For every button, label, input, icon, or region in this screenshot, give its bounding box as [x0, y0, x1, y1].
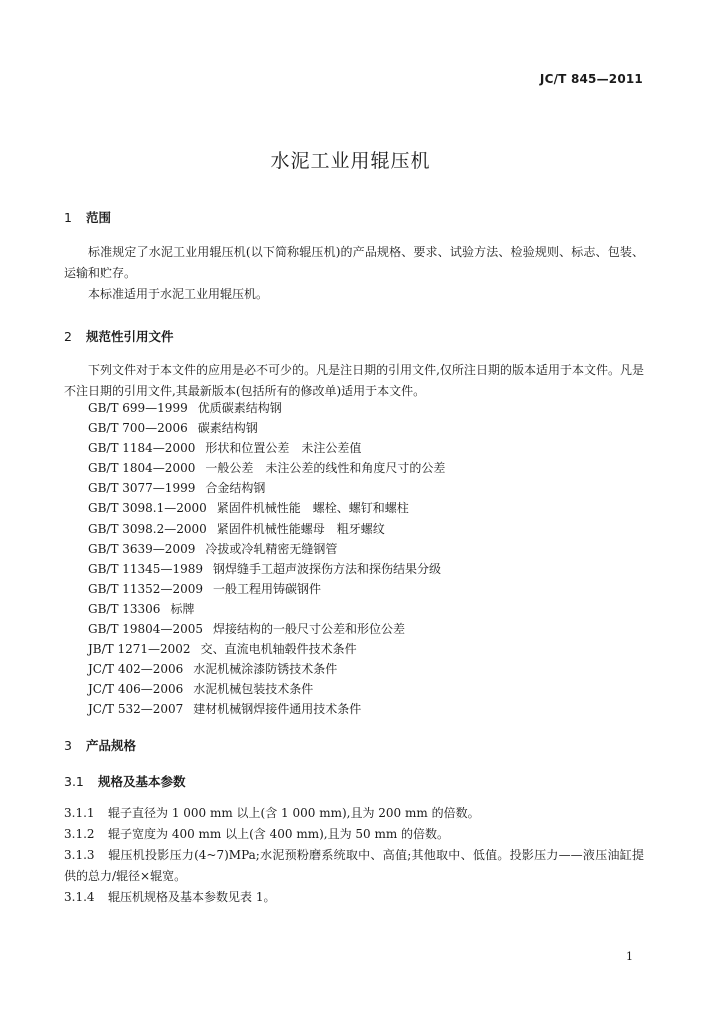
- clause-number: 3.1.1: [64, 806, 95, 820]
- clause-number: 3.1.3: [64, 848, 95, 862]
- clause-number: 3.1.4: [64, 890, 95, 904]
- clause-text: 辊子宽度为 400 mm 以上(含 400 mm),且为 50 mm 的倍数。: [108, 827, 450, 841]
- reference-item: [88, 579, 445, 599]
- reference-item: [88, 398, 445, 418]
- reference-name: 建材机械钢焊接件通用技术条件: [193, 702, 362, 717]
- reference-name: 钢焊缝手工超声波探伤方法和探伤结果分级: [212, 561, 441, 576]
- reference-code: JB/T 1271—2002: [88, 642, 191, 657]
- scope-paragraph-2: 本标准适用于水泥工业用辊压机。: [88, 287, 269, 301]
- reference-code: GB/T 11352—2009: [88, 581, 203, 596]
- reference-item: [88, 519, 445, 539]
- reference-code: GB/T 13306: [88, 601, 161, 616]
- reference-item: [88, 438, 445, 458]
- subsection-heading-3-1: [64, 772, 186, 790]
- reference-name: 优质碳素结构钢: [197, 401, 282, 415]
- section-title: 产品规格: [86, 738, 137, 753]
- reference-name: 一般公差 未注公差的线性和角度尺寸的公差: [205, 461, 446, 476]
- reference-code: GB/T 3098.2—2000: [88, 521, 207, 536]
- reference-item: [88, 639, 445, 659]
- reference-name: 形状和位置公差 未注公差值: [205, 441, 362, 456]
- reference-code: GB/T 11345—1989: [88, 561, 203, 576]
- reference-item: [88, 498, 445, 518]
- reference-name: 焊接结构的一般尺寸公差和形位公差: [212, 622, 405, 637]
- clause-text: 辊压机规格及基本参数见表 1。: [108, 890, 276, 904]
- reference-code: GB/T 19804—2005: [88, 622, 203, 637]
- reference-item: [88, 559, 445, 579]
- subsection-number: 3.1: [64, 774, 84, 789]
- reference-item: [88, 478, 445, 498]
- reference-code: GB/T 1804—2000: [88, 461, 196, 476]
- clause-3-1-1: [64, 803, 644, 824]
- normative-intro: 下列文件对于本文件的应用是必不可少的。凡是注日期的引用文件,仅所注日期的版本适用于本文件。凡是不注日期的引用文件,其最新版本(包括所有的修改单)适用于本文件。: [64, 363, 644, 398]
- clause-text: 辊压机投影压力(4~7)MPa;水泥预粉磨系统取中、高值;其他取中、低值。投影压力——液压油缸提供的总力/辊径×辊宽。: [64, 848, 644, 883]
- reference-list: [88, 398, 445, 720]
- reference-code: GB/T 3639—2009: [88, 541, 196, 556]
- clause-3-1-2: [64, 824, 644, 845]
- clause-3-1-3: [64, 845, 644, 887]
- document-title: 水泥工业用辊压机: [270, 150, 431, 172]
- reference-name: 紧固件机械性能螺母 粗牙螺纹: [216, 521, 385, 536]
- reference-name: 水泥机械包装技术条件: [193, 682, 314, 697]
- standard-code: JC/T 845—2011: [539, 72, 643, 86]
- section-heading-scope: [64, 208, 111, 226]
- clause-text: 辊子直径为 1 000 mm 以上(含 1 000 mm),且为 200 mm 的倍数。: [108, 806, 480, 820]
- section-heading-spec: [64, 736, 136, 754]
- reference-name: 冷拔或冷轧精密无缝钢管: [205, 541, 338, 556]
- reference-item: [88, 418, 445, 438]
- clause-3-1-4: [64, 887, 644, 908]
- reference-code: GB/T 699—1999: [88, 401, 188, 415]
- reference-code: JC/T 402—2006: [88, 662, 184, 677]
- reference-name: 碳素结构钢: [197, 421, 258, 436]
- section-title: 范围: [86, 210, 112, 225]
- reference-item: [88, 659, 445, 679]
- reference-item: [88, 679, 445, 699]
- reference-item: [88, 599, 445, 619]
- subsection-title: 规格及基本参数: [98, 774, 186, 789]
- section-number: 2: [64, 329, 72, 344]
- reference-code: GB/T 1184—2000: [88, 441, 196, 456]
- reference-name: 紧固件机械性能 螺栓、螺钉和螺柱: [216, 501, 409, 516]
- reference-code: JC/T 532—2007: [88, 702, 184, 717]
- scope-paragraph-1: 标准规定了水泥工业用辊压机(以下简称辊压机)的产品规格、要求、试验方法、检验规则、标志、包装、运输和贮存。: [64, 245, 644, 280]
- section-title: 规范性引用文件: [86, 329, 174, 344]
- reference-item: [88, 699, 445, 719]
- reference-item: [88, 619, 445, 639]
- section-number: 3: [64, 738, 72, 753]
- reference-name: 合金结构钢: [205, 481, 266, 496]
- reference-code: JC/T 406—2006: [88, 682, 184, 697]
- reference-item: [88, 539, 445, 559]
- section-heading-normative: [64, 327, 174, 345]
- section-number: 1: [64, 210, 72, 225]
- clause-number: 3.1.2: [64, 827, 95, 841]
- reference-item: [88, 458, 445, 478]
- reference-code: GB/T 3077—1999: [88, 481, 196, 496]
- reference-code: GB/T 700—2006: [88, 421, 188, 436]
- page-number: 1: [626, 950, 633, 963]
- reference-name: 标牌: [170, 601, 195, 616]
- reference-name: 交、直流电机轴毂件技术条件: [200, 642, 357, 657]
- reference-code: GB/T 3098.1—2000: [88, 501, 207, 516]
- reference-name: 一般工程用铸碳钢件: [212, 581, 321, 596]
- reference-name: 水泥机械涂漆防锈技术条件: [193, 662, 338, 677]
